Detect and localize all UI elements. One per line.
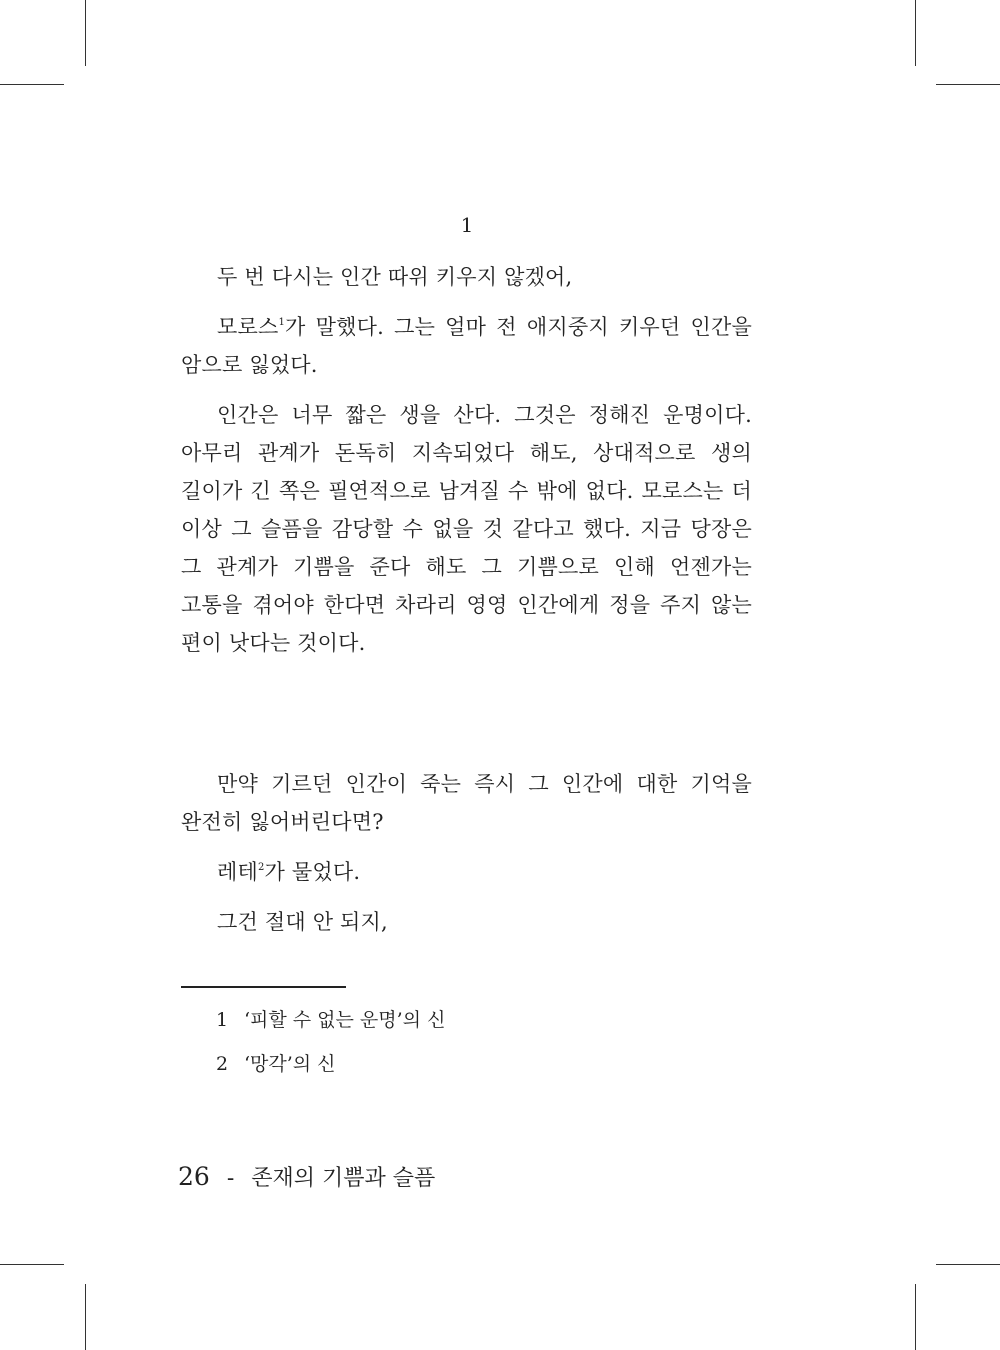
paragraph: 그건 절대 안 되지,	[217, 910, 388, 934]
footer-separator: -	[226, 1166, 235, 1191]
crop-mark	[85, 1284, 86, 1350]
paragraph: 만약 기르던 인간이 죽는 즉시 그 인간에 대한 기억을 완전히 잃어버린다면?	[181, 772, 752, 834]
paragraph-text: 가 말했다. 그는 얼마 전 애지중지 키우던 인간을 암으로 잃었다.	[181, 315, 752, 377]
chapter-number: 1	[460, 213, 474, 237]
crop-mark	[85, 0, 86, 66]
paragraph: 인간은 너무 짧은 생을 산다. 그것은 정해진 운명이다. 아무리 관계가 돈독히 지속되었다 해도, 상대적으로 생의 길이가 긴 쪽은 필연적으로 남겨질 수 밖에 없다. 모로스는 더 이상 그 슬픔을 감당할 수 없을 것 같다고 했다. 지금 당장은 그 관계가 기쁨을 준다 해도 그 기쁨으로 인해 언젠가는 고통을 겪어야 한다면 차라리 영영 인간에게 정을 주지 않는 편이 낫다는 것이다.	[181, 403, 752, 655]
footnote	[216, 1002, 736, 1038]
footnote-marker: 2	[257, 862, 265, 873]
paragraph	[181, 853, 752, 891]
footnote-text: ‘피할 수 없는 운명’의 신	[244, 1009, 446, 1031]
footnotes	[216, 1002, 736, 1090]
crop-mark	[0, 1264, 64, 1265]
footnote-text: ‘망각’의 신	[244, 1053, 336, 1075]
running-footer	[178, 1160, 435, 1196]
paragraph	[181, 308, 752, 384]
footnote-marker: 1	[278, 317, 286, 328]
crop-mark	[915, 1284, 916, 1350]
footnote-number: 1	[216, 1009, 229, 1031]
body-text-bottom	[181, 765, 752, 941]
paragraph-text: 가 물었다.	[264, 860, 361, 884]
crop-mark	[915, 0, 916, 66]
speaker-name: 모로스	[217, 315, 279, 339]
body-text-top	[181, 258, 752, 662]
footnote-divider	[181, 986, 346, 988]
page-number: 26	[178, 1162, 210, 1191]
footnote	[216, 1046, 736, 1082]
speaker-name: 레테	[217, 860, 258, 884]
crop-mark	[936, 84, 1000, 85]
footnote-number: 2	[216, 1053, 229, 1075]
crop-mark	[0, 84, 64, 85]
crop-mark	[936, 1264, 1000, 1265]
book-title: 존재의 기쁨과 슬픔	[251, 1166, 436, 1191]
paragraph: 두 번 다시는 인간 따위 키우지 않겠어,	[217, 265, 573, 289]
